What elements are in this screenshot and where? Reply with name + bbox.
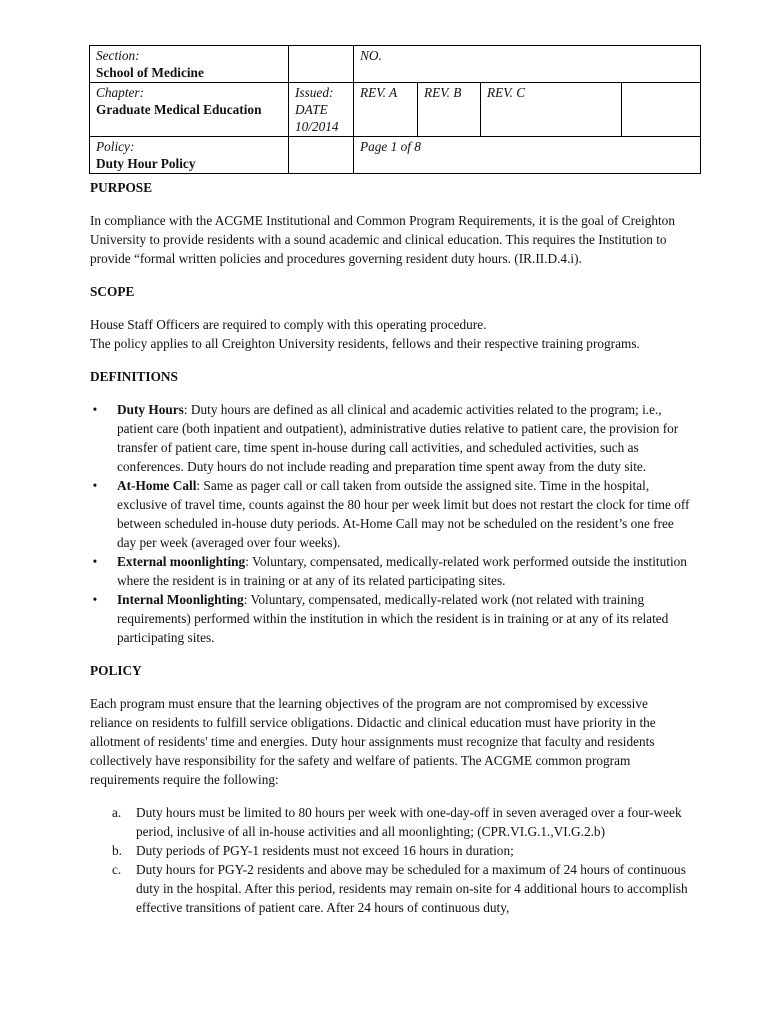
section-cell: [90, 46, 289, 83]
rev-c-label: REV. C: [487, 85, 526, 100]
purpose-text: In compliance with the ACGME Institutional and Common Program Requirements, it is the goal of Creighton University to provide residents with a sound academic and clinical education. This requires the Institution to provide “formal written policies and procedures governing resident duty hours. (IR.II.D.4.i).: [90, 213, 675, 266]
list-item: [90, 841, 690, 860]
bullet-icon: •: [92, 478, 98, 493]
policy-cell: [90, 137, 289, 174]
definitions-list: [90, 400, 690, 647]
requirement-text: Duty periods of PGY-1 residents must not exceed 16 hours in duration;: [136, 843, 514, 858]
policy-text: Each program must ensure that the learning objectives of the program are not compromised by excessive reliance on residents to fulfill service obligations. Didactic and clinical education must have priority in the allotment of residents' time and energies. Duty hour assignments must recognize that faculty and residents collectively have responsibility for the safety and welfare of patients. The ACGME common program requirements require the following:: [90, 696, 656, 787]
bullet-icon: •: [92, 402, 98, 417]
policy-heading: POLICY: [90, 663, 142, 678]
section-label: Section:: [96, 48, 140, 63]
issued-cell: [289, 83, 354, 137]
scope-line-1: House Staff Officers are required to comply with this operating procedure.: [90, 317, 487, 332]
policy-value: Duty Hour Policy: [96, 156, 196, 171]
definition-term: At-Home Call: [117, 478, 197, 493]
definitions-heading: DEFINITIONS: [90, 369, 178, 384]
requirement-text: Duty hours must be limited to 80 hours per week with one-day-off in seven averaged over a four-week period, inclusive of all in-house activities and all moonlighting; (CPR.VI.G.1.,VI.G.2.b): [136, 805, 682, 839]
list-item: [90, 803, 690, 841]
chapter-cell: [90, 83, 289, 137]
issued-date: 10/2014: [295, 119, 339, 134]
definition-term: External moonlighting: [117, 554, 246, 569]
section-value: School of Medicine: [96, 65, 204, 80]
definition-term: Internal Moonlighting: [117, 592, 244, 607]
list-marker: b.: [112, 843, 122, 858]
definition-text: : Duty hours are defined as all clinical and academic activities related to the program; i.e., patient care (both inpatient and outpatient), administrative duties relative to patient care, the provision for transfer of patient care, time spent in-house during call activities, and scheduled activities, such as conferences. Duty hours do not include reading and preparation time spent away from the duty site.: [117, 402, 679, 474]
blank-rev-cell: [622, 83, 701, 137]
requirement-text: Duty hours for PGY-2 residents and above may be scheduled for a maximum of 24 hours of continuous duty in the hospital. After this period, residents may remain on-site for 4 additional hours to accomplish effective transitions of patient care. After 24 hours of continuous duty,: [136, 862, 688, 915]
requirements-list: [90, 803, 690, 917]
bullet-icon: •: [92, 554, 98, 569]
policy-label: Policy:: [96, 139, 135, 154]
purpose-heading: PURPOSE: [90, 180, 153, 195]
definition-term: Duty Hours: [117, 402, 184, 417]
rev-a-label: REV. A: [360, 85, 398, 100]
policy-header-table: [89, 45, 701, 174]
list-item: [90, 860, 690, 917]
no-cell: [354, 46, 701, 83]
definition-text: : Same as pager call or call taken from outside the assigned site. Time in the hospital, exclusive of travel time, counts against the 80 hour per week limit but does not restart the clock for time off between scheduled in-house duty periods. At-Home Call may not be scheduled on the resident’s one free day per week (averaged over four weeks).: [117, 478, 690, 550]
bullet-icon: •: [92, 592, 98, 607]
issued-label: Issued:: [295, 85, 334, 100]
rev-b-label: REV. B: [424, 85, 462, 100]
definition-text: : Voluntary, compensated, medically-related work performed outside the institution where the resident is in training or at any of its related participating sites.: [117, 554, 687, 588]
list-item: [90, 590, 690, 647]
page-number: Page 1 of 8: [360, 139, 421, 154]
issued-date-label: DATE: [295, 102, 328, 117]
document-body: [90, 178, 690, 917]
page-cell: [354, 137, 701, 174]
list-item: [90, 552, 690, 590]
rev-c-cell: [481, 83, 622, 137]
blank-cell: [289, 46, 354, 83]
list-item: [90, 476, 690, 552]
list-marker: c.: [112, 862, 122, 877]
blank-cell: [289, 137, 354, 174]
chapter-label: Chapter:: [96, 85, 145, 100]
chapter-value: Graduate Medical Education: [96, 102, 262, 117]
scope-line-2: The policy applies to all Creighton University residents, fellows and their respective training programs.: [90, 336, 640, 351]
no-label: NO.: [360, 48, 382, 63]
list-item: [90, 400, 690, 476]
scope-heading: SCOPE: [90, 284, 135, 299]
rev-a-cell: [354, 83, 418, 137]
rev-b-cell: [418, 83, 481, 137]
definition-text: : Voluntary, compensated, medically-related work (not related with training requirements) performed within the institution in which the resident is in training or at any of its related participating sites.: [117, 592, 669, 645]
list-marker: a.: [112, 805, 122, 820]
